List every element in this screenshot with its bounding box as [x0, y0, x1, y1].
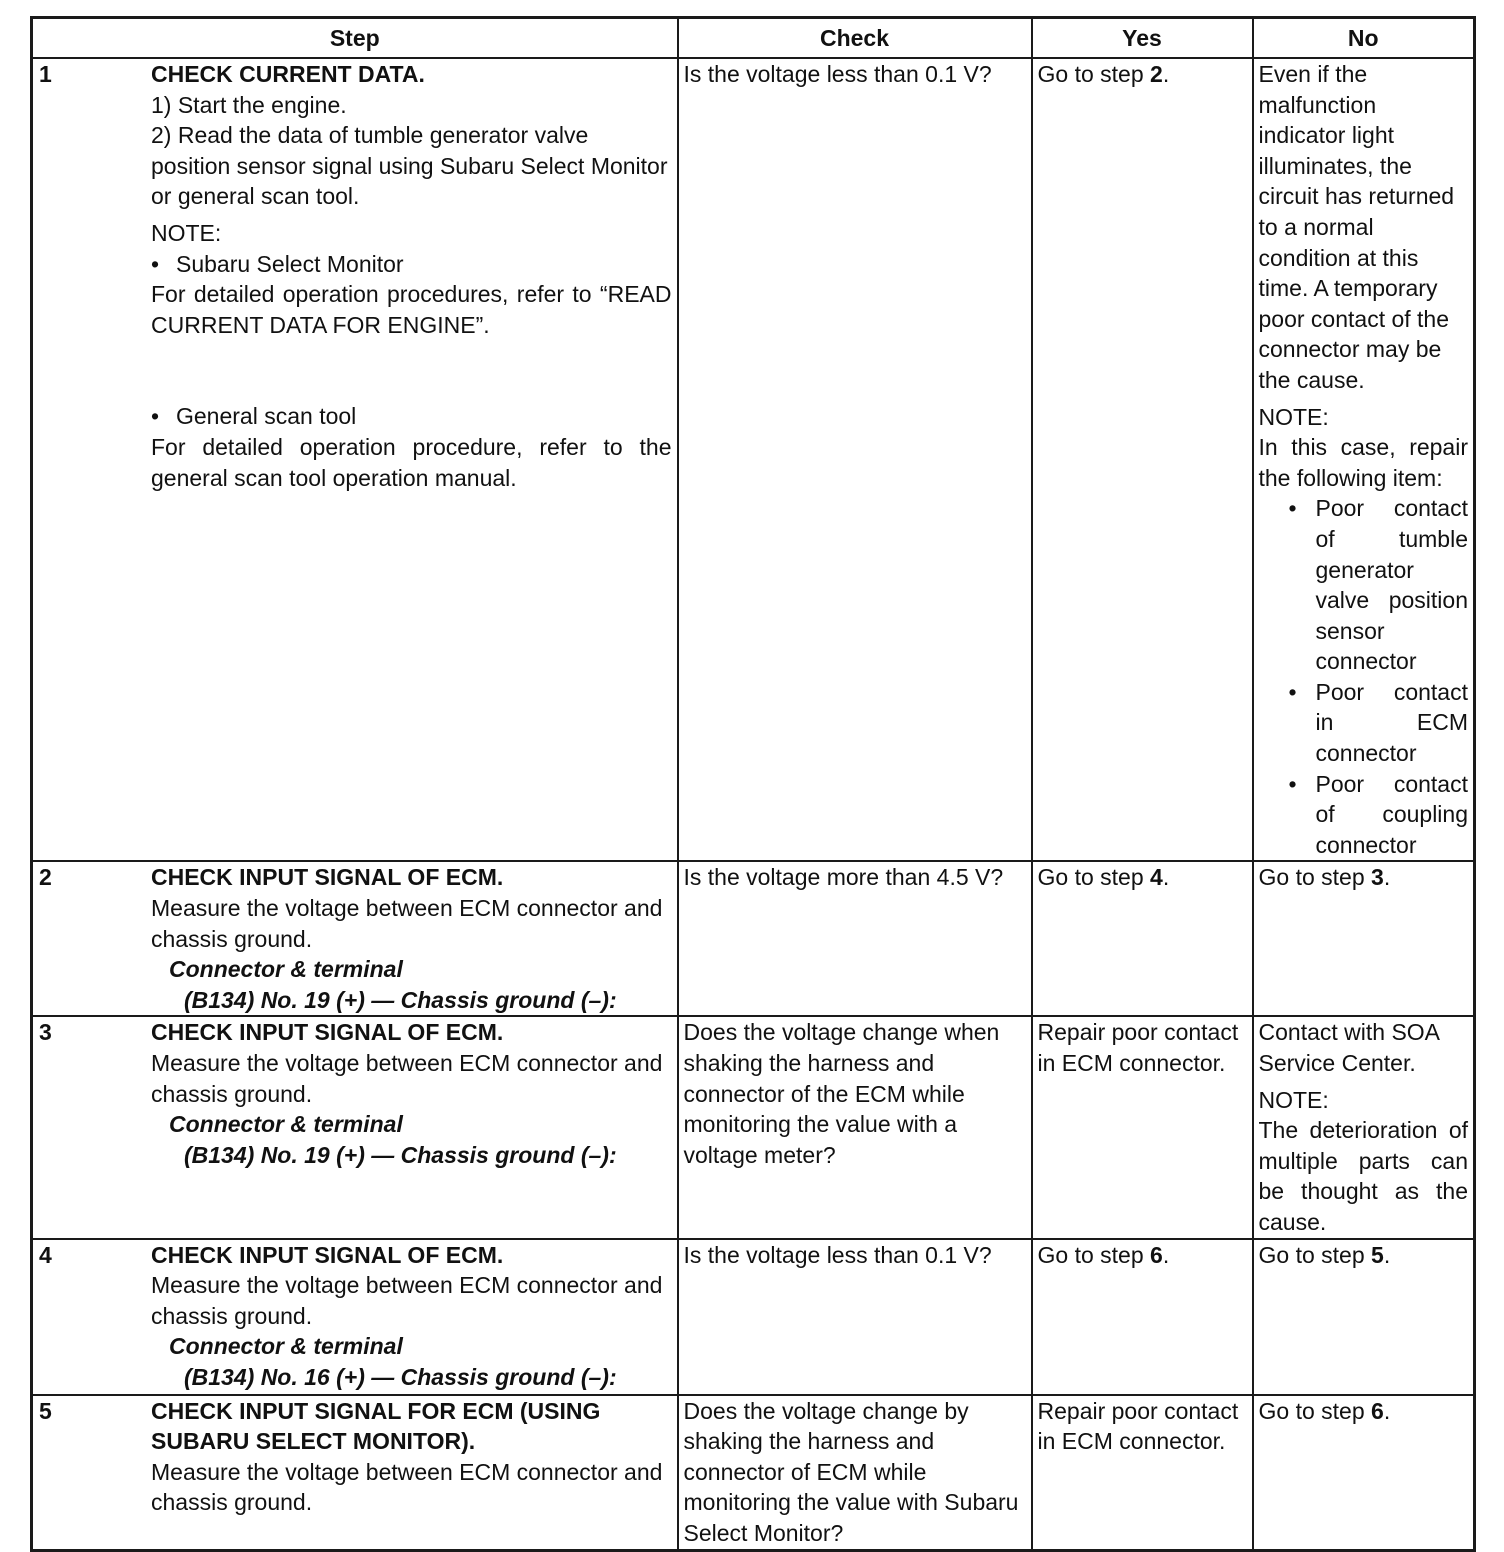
yes-cell	[1032, 58, 1253, 861]
yes-suffix: .	[1162, 864, 1170, 891]
no-note-label: NOTE:	[1258, 403, 1329, 430]
step-body	[151, 59, 672, 493]
step-item: 1) Start the engine.	[151, 91, 347, 118]
diagnostic-table	[30, 16, 1476, 1552]
check-text: Does the voltage change when shaking the harness and connector of the ECM while monitoring the value with a voltage meter?	[683, 1019, 1000, 1168]
connector-value: (B134) No. 19 (+) — Chassis ground (–):	[184, 1141, 617, 1168]
step-text: Measure the voltage between ECM connector and chassis ground.	[151, 895, 663, 952]
header-check: Check	[678, 18, 1032, 59]
step-body	[151, 862, 672, 1015]
yes-cell	[1032, 861, 1253, 1016]
no-text: Contact with SOA Service Center.	[1258, 1019, 1439, 1077]
bullet-icon: •	[151, 250, 160, 277]
check-cell	[678, 861, 1032, 1016]
no-text: Go to step	[1258, 1241, 1372, 1268]
step-text: Measure the voltage between ECM connector and chassis ground.	[151, 1050, 663, 1107]
no-cell	[1253, 1239, 1475, 1395]
check-cell	[678, 58, 1032, 861]
header-yes: Yes	[1032, 18, 1253, 59]
check-text: Is the voltage less than 0.1 V?	[683, 1241, 992, 1268]
table-row	[32, 861, 1475, 1016]
list-item	[1289, 493, 1469, 677]
connector-label: Connector & terminal	[169, 956, 403, 983]
check-cell	[678, 1239, 1032, 1395]
table-row	[32, 1239, 1475, 1395]
connector-label: Connector & terminal	[169, 1111, 403, 1138]
bullet-icon: •	[151, 403, 160, 430]
yes-cell	[1032, 1016, 1253, 1238]
bullet-item	[151, 401, 672, 432]
no-cell	[1253, 58, 1475, 861]
header-no: No	[1253, 18, 1475, 59]
yes-suffix: .	[1162, 1241, 1170, 1268]
no-note-text: In this case, repair the following item:	[1258, 434, 1468, 491]
check-text: Is the voltage more than 4.5 V?	[683, 864, 1004, 891]
step-title: CHECK INPUT SIGNAL OF ECM.	[151, 1241, 504, 1268]
yes-step-link[interactable]: 6	[1150, 1241, 1163, 1268]
note-text: For detailed operation procedures, refer to “READ CURRENT DATA FOR ENGINE”.	[151, 281, 672, 338]
yes-text: Repair poor contact in ECM connector.	[1037, 1019, 1239, 1077]
no-step-link[interactable]: 5	[1371, 1241, 1384, 1268]
step-cell	[32, 58, 678, 861]
connector-label: Connector & terminal	[169, 1333, 403, 1360]
check-cell	[678, 1395, 1032, 1550]
table-row	[32, 1395, 1475, 1550]
no-text: Even if the malfunction indicator light illuminates, the circuit has returned to a normal condition at this time. A temporary poor contact of the connector may be the cause.	[1258, 61, 1455, 393]
step-title: CHECK INPUT SIGNAL OF ECM.	[151, 864, 504, 891]
step-title: CHECK CURRENT DATA.	[151, 61, 425, 87]
step-number: 4	[39, 1241, 52, 1268]
list-item-text: Poor contact of coupling connector	[1315, 770, 1468, 858]
step-number: 3	[39, 1019, 52, 1046]
step-number: 1	[39, 61, 52, 87]
table-row	[32, 1016, 1475, 1238]
note-text: For detailed operation procedure, refer to the general scan tool operation manual.	[151, 433, 672, 491]
yes-text: Go to step	[1037, 1241, 1151, 1268]
bullet-text: Subaru Select Monitor	[176, 250, 404, 277]
check-text: Is the voltage less than 0.1 V?	[683, 61, 992, 87]
no-cell	[1253, 1395, 1475, 1550]
no-note-label: NOTE:	[1258, 1086, 1329, 1113]
yes-cell	[1032, 1395, 1253, 1550]
yes-step-link[interactable]: 2	[1150, 61, 1163, 87]
yes-step-link[interactable]: 4	[1150, 864, 1163, 891]
step-item: 2) Read the data of tumble generator valve position sensor signal using Subaru Select Monitor or general scan tool.	[151, 122, 668, 210]
connector-value: (B134) No. 19 (+) — Chassis ground (–):	[184, 986, 617, 1013]
no-suffix: .	[1383, 1397, 1391, 1424]
yes-text: Repair poor contact in ECM connector.	[1037, 1397, 1239, 1455]
no-text: Go to step	[1258, 864, 1372, 891]
yes-text: Go to step	[1037, 864, 1151, 891]
step-text: Measure the voltage between ECM connector and chassis ground.	[151, 1272, 663, 1329]
no-step-link[interactable]: 6	[1371, 1397, 1384, 1424]
bullet-text: General scan tool	[176, 403, 357, 430]
bullet-item	[151, 249, 672, 280]
step-cell	[32, 861, 678, 1016]
bullet-icon: •	[1288, 678, 1297, 705]
step-title: CHECK INPUT SIGNAL FOR ECM (USING SUBARU SELECT MONITOR).	[151, 1397, 601, 1455]
header-step: Step	[32, 18, 678, 59]
step-title: CHECK INPUT SIGNAL OF ECM.	[151, 1019, 504, 1046]
step-cell	[32, 1395, 678, 1550]
table-row	[32, 58, 1475, 861]
no-item-list	[1259, 493, 1469, 860]
yes-text: Go to step	[1037, 61, 1151, 87]
no-note-text: The deterioration of multiple parts can be thought as the cause.	[1258, 1117, 1468, 1235]
note-label: NOTE:	[151, 219, 222, 246]
no-cell	[1253, 861, 1475, 1016]
check-cell	[678, 1016, 1032, 1238]
list-item	[1289, 677, 1469, 769]
step-text: Measure the voltage between ECM connector and chassis ground.	[151, 1458, 663, 1516]
no-text: Go to step	[1258, 1397, 1372, 1424]
bullet-icon: •	[1288, 495, 1297, 522]
step-number: 5	[39, 1397, 52, 1424]
step-body	[151, 1396, 672, 1518]
bullet-icon: •	[1288, 770, 1297, 797]
yes-suffix: .	[1162, 61, 1170, 87]
yes-cell	[1032, 1239, 1253, 1395]
list-item	[1289, 769, 1469, 861]
no-cell	[1253, 1016, 1475, 1238]
no-suffix: .	[1383, 864, 1391, 891]
check-text: Does the voltage change by shaking the harness and connector of ECM while monitoring the value with Subaru Select Monitor?	[683, 1397, 1019, 1546]
no-step-link[interactable]: 3	[1371, 864, 1384, 891]
no-suffix: .	[1383, 1241, 1391, 1268]
step-cell	[32, 1239, 678, 1395]
step-cell	[32, 1016, 678, 1238]
step-body	[151, 1240, 672, 1393]
header-row	[32, 18, 1475, 59]
step-number: 2	[39, 864, 52, 891]
step-body	[151, 1017, 672, 1170]
connector-value: (B134) No. 16 (+) — Chassis ground (–):	[184, 1363, 617, 1390]
list-item-text: Poor contact of tumble generator valve position sensor connector	[1315, 495, 1468, 675]
list-item-text: Poor contact in ECM connector	[1315, 678, 1468, 767]
